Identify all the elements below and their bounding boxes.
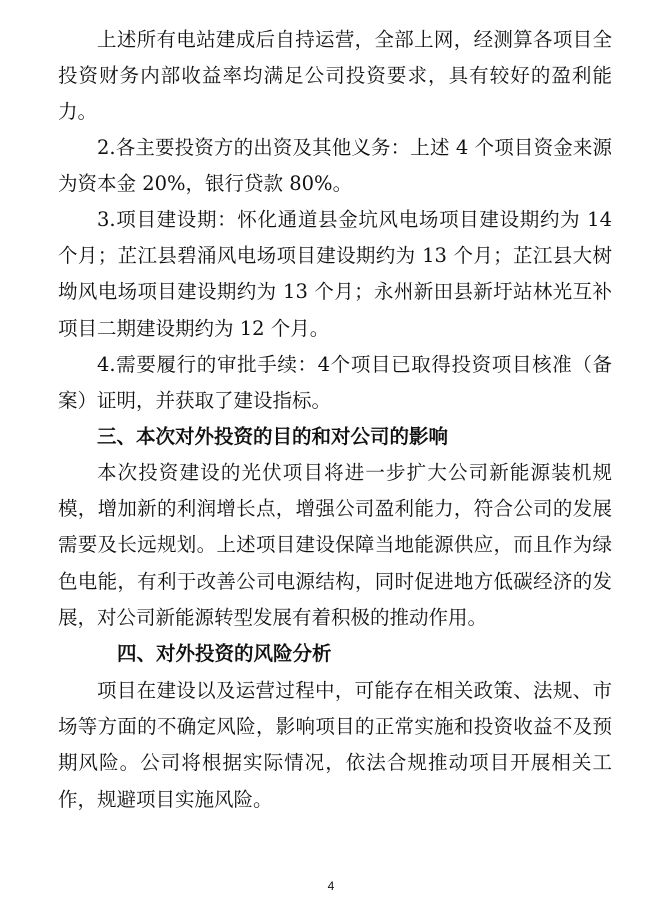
paragraph-investor-obligations: 2.各主要投资方的出资及其他义务：上述 4 个项目资金来源为资本金 20%，银行贷款 80%。 bbox=[58, 136, 612, 196]
paragraph-construction-period: 3.项目建设期：怀化通道县金坑风电场项目建设期约为 14 个月；芷江县碧涌风电场项目建设期约为 13 个月；芷江县大树坳风电场项目建设期约为 13 个月；永州新田县新圩站林光互补项目二期建设期约为 12 个月。 bbox=[58, 208, 612, 340]
section-heading-risk-analysis: 四、对外投资的风险分析 bbox=[117, 642, 332, 665]
paragraph-approval-procedures: 4.需要履行的审批手续：4个项目已取得投资项目核准（备案）证明，并获取了建设指标。 bbox=[58, 353, 612, 413]
paragraph-risk-analysis: 项目在建设以及运营过程中，可能存在相关政策、法规、市场等方面的不确定风险，影响项目的正常实施和投资收益不及预期风险。公司将根据实际情况，依法合规推动项目开展相关工作，规避项目实施风险。 bbox=[58, 679, 612, 811]
paragraph-profitability: 上述所有电站建成后自持运营，全部上网，经测算各项目全投资财务内部收益率均满足公司投资要求，具有较好的盈利能力。 bbox=[58, 28, 612, 124]
section-heading-purpose-impact: 三、本次对外投资的目的和对公司的影响 bbox=[97, 425, 449, 448]
paragraph-purpose-impact: 本次投资建设的光伏项目将进一步扩大公司新能源装机规模，增加新的利润增长点，增强公司盈利能力，符合公司的发展需要及长远规划。上述项目建设保障当地能源供应，而且作为绿色电能，有利于改善公司电源结构，同时促进地方低碳经济的发展，对公司新能源转型发展有着积极的推动作用。 bbox=[58, 461, 612, 629]
page-number: 4 bbox=[327, 879, 335, 893]
